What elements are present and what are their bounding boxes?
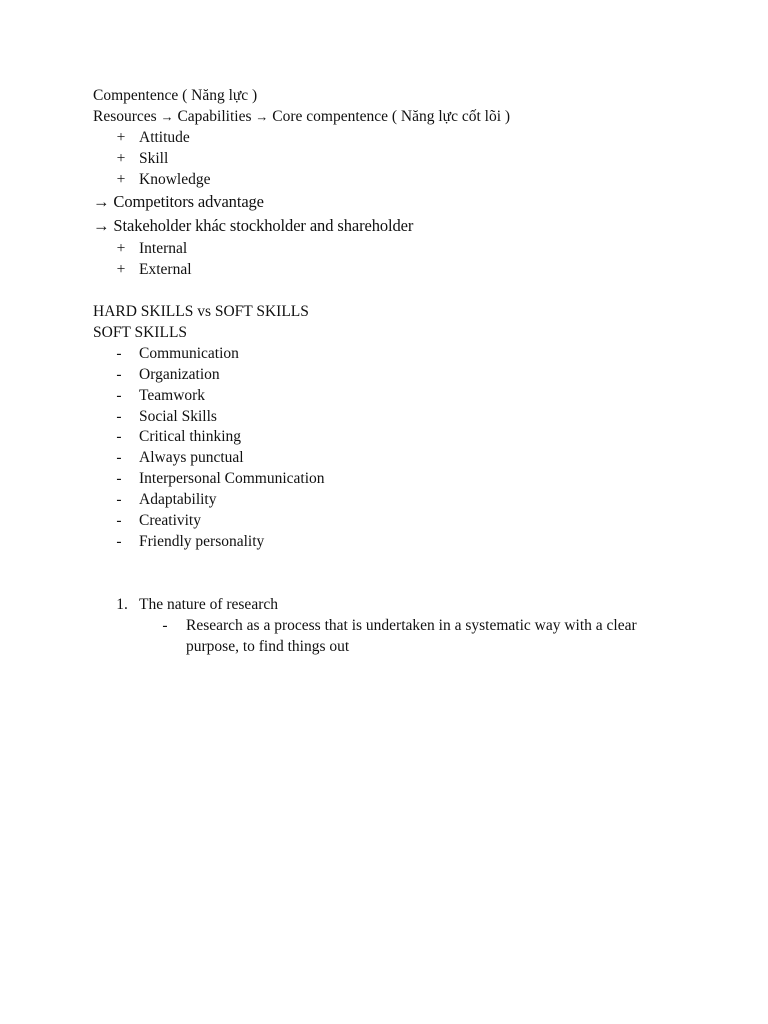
list-marker: + (116, 240, 126, 257)
list-marker: - (162, 617, 168, 634)
list-marker: - (116, 408, 122, 425)
list-marker: - (116, 449, 122, 466)
list-item: Interpersonal Communication (139, 470, 325, 487)
numbered-item-title: The nature of research (139, 596, 278, 613)
list-item: Skill (139, 150, 169, 167)
list-item: Adaptability (139, 491, 217, 508)
list-marker: - (116, 387, 122, 404)
list-item: Teamwork (139, 387, 206, 404)
chain-core-competence: Core compentence ( Năng lực cốt lõi ) (272, 108, 511, 125)
list-marker: - (116, 491, 122, 508)
list-marker: - (116, 533, 122, 550)
stakeholder-line: → Stakeholder khác stockholder and shareholder (93, 216, 414, 235)
list-item: Friendly personality (139, 533, 265, 550)
list-item: Attitude (139, 129, 190, 146)
chain-capabilities: Capabilities (177, 108, 252, 125)
list-item: Critical thinking (139, 428, 242, 445)
list-item: Organization (139, 366, 220, 383)
list-item: Social Skills (139, 408, 217, 425)
resources-chain (93, 107, 510, 127)
list-marker: - (116, 512, 122, 529)
list-item: Knowledge (139, 171, 211, 188)
competence-heading: Compentence ( Năng lực ) (93, 87, 258, 104)
list-item: External (139, 261, 192, 278)
list-marker: + (116, 171, 126, 188)
list-item: Creativity (139, 512, 201, 529)
list-marker: + (116, 261, 126, 278)
list-marker: - (116, 366, 122, 383)
list-marker: + (116, 150, 126, 167)
arrow-icon: → (255, 109, 269, 124)
list-item: Always punctual (139, 449, 244, 466)
list-marker: - (116, 345, 122, 362)
sub-item-text: Research as a process that is undertaken in a systematic way with a clear (186, 617, 637, 634)
sub-item-text-continued: purpose, to find things out (186, 638, 350, 655)
competitors-advantage-line: → Competitors advantage (93, 192, 264, 211)
list-marker: - (116, 470, 122, 487)
list-number: 1. (116, 596, 128, 613)
list-item: Communication (139, 345, 239, 362)
list-marker: + (116, 129, 126, 146)
list-item: Internal (139, 240, 188, 257)
list-marker: - (116, 428, 122, 445)
hard-vs-soft-heading: HARD SKILLS vs SOFT SKILLS (93, 303, 309, 320)
chain-resources: Resources (93, 108, 157, 125)
arrow-icon: → (160, 109, 174, 124)
soft-skills-heading: SOFT SKILLS (93, 324, 188, 341)
